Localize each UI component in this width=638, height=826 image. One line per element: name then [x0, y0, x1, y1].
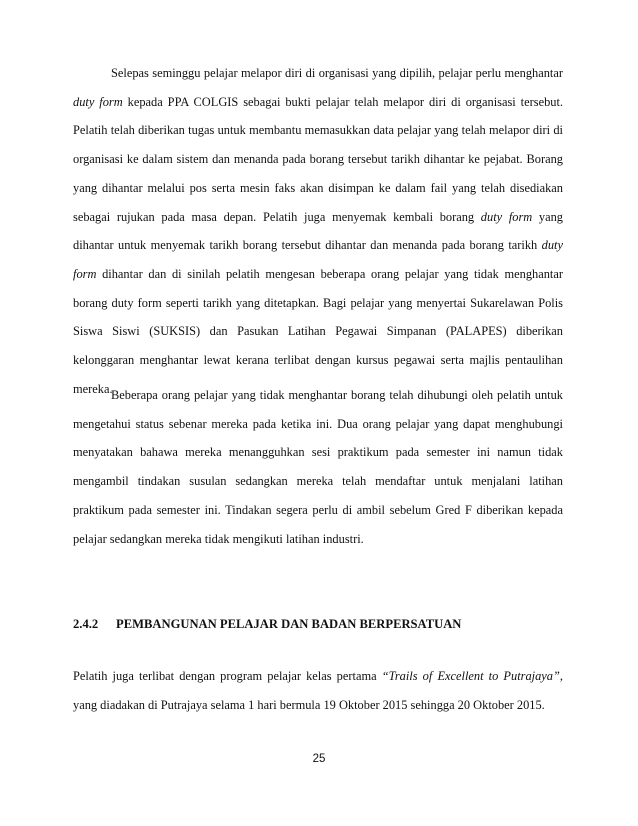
paragraph-follow-up	[73, 381, 563, 553]
p1-seg-3: duty form	[480, 209, 533, 224]
p1-seg-6: dihantar dan di sinilah pelatih mengesan beberapa orang pelajar yang tidak menghantar borang duty form seperti tarikh yang ditetapkan. Bagi pelajar yang menyertai Sukarelawan Polis Siswa Siswi (SUKSIS) dan Pasukan Latihan Pegawai Simpanan (PALAPES) diberikan kelonggaran menghantar lewat kerana terlibat dengan kursus pegawai serta majlis pentaulihan mereka.	[73, 266, 563, 396]
p1-seg-0: Selepas seminggu pelajar melapor diri di organisasi yang dipilih, pelajar perlu menghantar	[111, 66, 563, 80]
p1-seg-1: duty form	[73, 94, 123, 109]
paragraph-program	[73, 662, 563, 719]
p1-seg-2: kepada PPA COLGIS sebagai bukti pelajar telah melapor diri di organisasi tersebut. Pelatih telah diberikan tugas untuk membantu memasukkan data pelajar yang telah melapor diri di organisasi ke dalam sistem dan menanda pada borang tersebut tarikh dihantar ke pejabat. Borang yang dihantar melalui pos serta mesin faks akan disimpan ke dalam fail yang telah disediakan sebagai rujukan pada masa depan. Pelatih juga menyemak kembali borang	[73, 94, 563, 224]
section-heading	[73, 617, 461, 632]
p3-seg-1: “Trails of Excellent to Putrajaya”	[381, 669, 560, 683]
paragraph-duty-form	[73, 59, 563, 403]
p3-seg-2: , yang diadakan di Putrajaya selama 1 hari bermula 19 Oktober 2015 sehingga 20 Oktober 2015.	[73, 669, 563, 712]
section-number: 2.4.2	[73, 617, 99, 631]
p3-seg-0: Pelatih juga terlibat dengan program pelajar kelas pertama	[73, 669, 382, 683]
p2-seg-0: Beberapa orang pelajar yang tidak menghantar borang telah dihubungi oleh pelatih untuk mengetahui status sebenar mereka pada ketika ini. Dua orang pelajar yang dapat menghubungi menyatakan bahawa mereka menangguhkan sesi praktikum pada semester ini namun tidak mengambil tindakan susulan sedangkan mereka telah mendaftar untuk menjalani latihan praktikum pada semester ini. Tindakan segera perlu di ambil sebelum Gred F diberikan kepada pelajar sedangkan mereka tidak mengikuti latihan industri.	[73, 388, 563, 546]
page-number: 25	[312, 753, 326, 765]
p1-seg-4: yang dihantar untuk menyemak tarikh borang tersebut dihantar dan menanda pada borang tarikh	[73, 209, 564, 253]
section-title: PEMBANGUNAN PELAJAR DAN BADAN BERPERSATUAN	[116, 617, 462, 631]
p1-seg-5: duty form	[73, 238, 563, 281]
